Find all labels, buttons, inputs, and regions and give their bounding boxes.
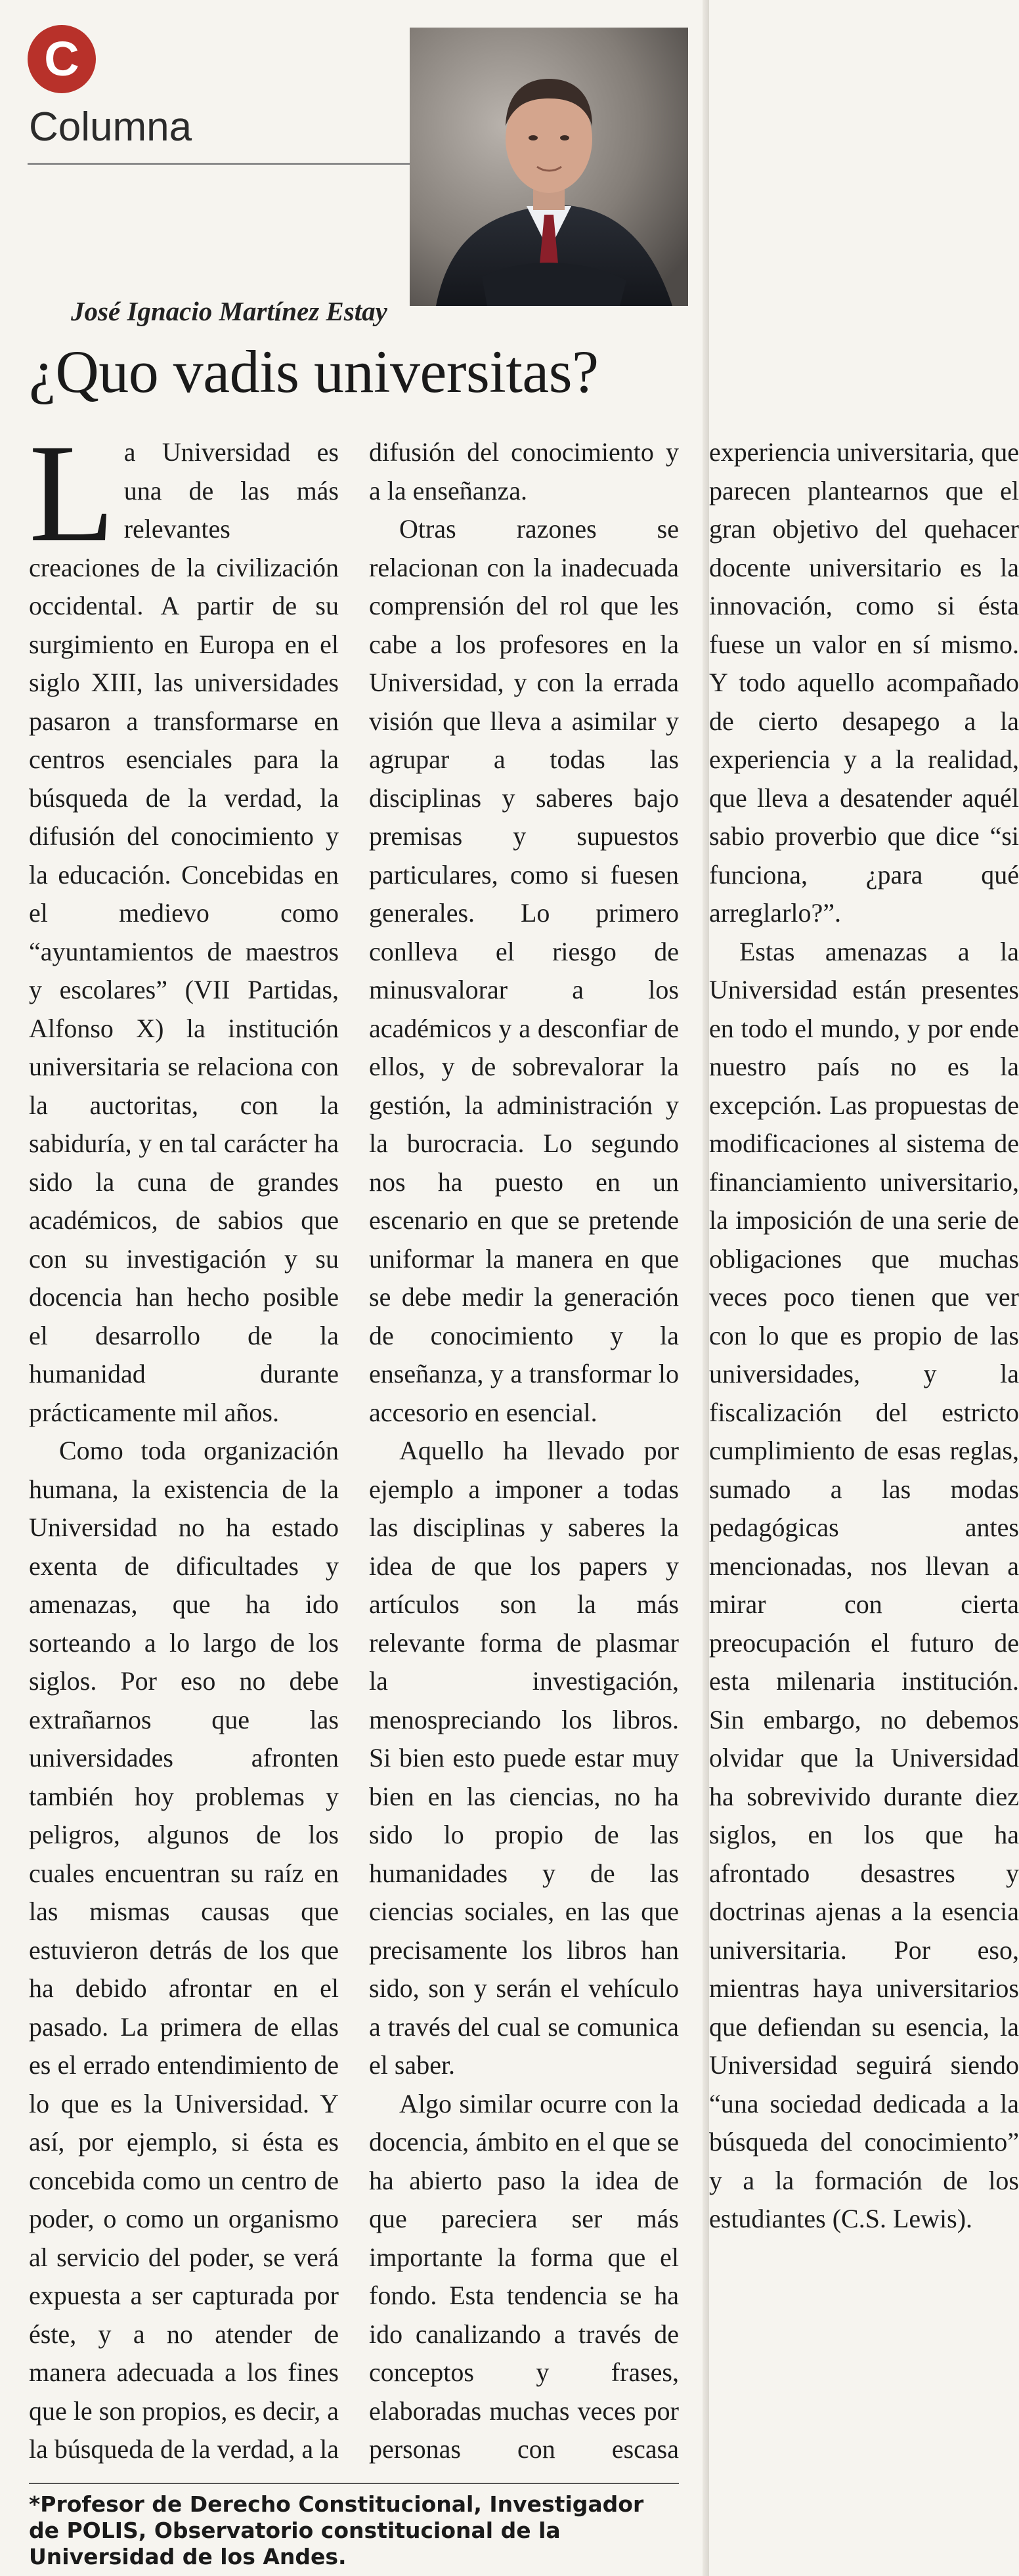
author-footnote: *Profesor de Derecho Constitucional, Investigador de POLIS, Observatorio constitucional de la Universidad de los Andes.: [29, 2491, 644, 2569]
footnote-divider: [29, 2483, 679, 2484]
section-label: Columna: [29, 104, 192, 150]
article-paragraph-2: Como toda organización humana, la existencia de la Universidad no ha estado exenta de dificultades y amenazas, que ha ido sorteando a lo largo de los siglos. Por eso no debe extrañarnos que las universidades afronten también hoy problemas y peligros, algunos de los cuales encuentran su raíz en las mismas causas que estuvieron detrás de los que ha debido afrontar en el pasado. La primera de ellas es el errado entendimiento de lo que es la Universidad. Y así, por ejemplo, si ésta es concebida como un centro de poder, o como un organismo al servicio del poder, se verá expuesta a ser capturada por éste, y a no atender de manera adecuada a los fines que le son propios, es decir, a la búsqueda de la verdad, a la difusión del conocimiento y a la enseñanza.: [29, 437, 679, 2464]
section-badge: [28, 25, 96, 93]
author-portrait: [410, 28, 688, 306]
paragraph-text: a Universidad es una de las más relevantes creaciones de la civilización occidental. A partir de su surgimiento en Europa en el siglo XIII, las universidades pasaron a transformarse en centros esenciales para la búsqueda de la verdad, la difusión del conocimiento y la educación. Concebidas en el medievo como “ayuntamientos de maestros y escolares” (VII Partidas, Alfonso X) la institución universitaria se relaciona con la auctoritas, con la sabiduría, y en tal carácter ha sido la cuna de grandes académicos, de sabios que con su investigación y su docencia han hecho posible el desarrollo de la humanidad durante prácticamente mil años.: [29, 437, 339, 1427]
drop-cap: L: [29, 416, 115, 571]
article-paragraph-6: Estas amenazas a la Universidad están presentes en todo el mundo, y por ende nuestro país no es la excepción. Las propuestas de modificaciones al sistema de financiamiento universitario, la imposición de una serie de obligaciones que muchas veces poco tienen que ver con lo que es propio de las universidades, y la fiscalización del estricto cumplimiento de esas reglas, sumado a las modas pedagógicas antes mencionadas, nos llevan a mirar con cierta preocupación el futuro de esta milenaria institución. Sin embargo, no debemos olvidar que la Universidad ha sobrevivido durante diez siglos, en los que ha afrontado desastres y doctrinas ajenas a la esencia universitaria. Por eso, mientras haya universitarios que defiendan su esencia, la Universidad seguirá siendo “una sociedad dedicada a la búsqueda del conocimiento” y a la formación de los estudiantes (C.S. Lewis).: [709, 936, 1019, 2233]
author-byline: José Ignacio Martínez Estay: [71, 296, 387, 326]
section-letter: C: [44, 32, 79, 86]
article-body: [29, 416, 1019, 2472]
author-portrait-photo-icon: [410, 28, 688, 306]
article-paragraph-1: [29, 416, 339, 1432]
article-title: ¿Quo vadis universitas?: [29, 338, 599, 405]
article-paragraph-5: Algo similar ocurre con la docencia, ámbito en el que se ha abierto paso la idea de que pareciera ser más importante la forma que el fondo. Esta tendencia se ha ido canalizando a través de conceptos y frases, elaboradas muchas veces por personas con escasa experiencia universitaria, que parecen plantearnos que el gran objetivo del quehacer docente universitario es la innovación, como si ésta fuese un valor en sí mismo. Y todo aquello acompañado de cierto desapego a la experiencia y a la realidad, que lleva a desatender aquél sabio proverbio que dice “si funciona, ¿para qué arreglarlo?”.: [369, 437, 1019, 2464]
article-paragraph-3: Otras razones se relacionan con la inadecuada comprensión del rol que les cabe a los profesores en la Universidad, y con la errada visión que lleva a asimilar y agrupar a todas las disciplinas y saberes bajo premisas y supuestos particulares, como si fuesen generales. Lo primero conlleva el riesgo de minusvalorar a los académicos y a desconfiar de ellos, y de sobrevalorar la gestión, la administración y la burocracia. Lo segundo nos ha puesto en un escenario en que se pretende uniformar la manera en que se debe medir la generación de conocimiento y la enseñanza, y a transformar lo accesorio en esencial.: [369, 514, 679, 1427]
scan-edge: [703, 0, 709, 2576]
article-paragraph-4: Aquello ha llevado por ejemplo a imponer a todas las disciplinas y saberes la idea de que los papers y artículos son la más relevante forma de plasmar la investigación, menospreciando los libros. Si bien esto puede estar muy bien en las ciencias, no ha sido lo propio de las humanidades y de las ciencias sociales, en las que precisamente los libros han sido, son y serán el vehículo a través del cual se comunica el saber.: [369, 1436, 679, 2080]
header-divider: [28, 163, 422, 165]
